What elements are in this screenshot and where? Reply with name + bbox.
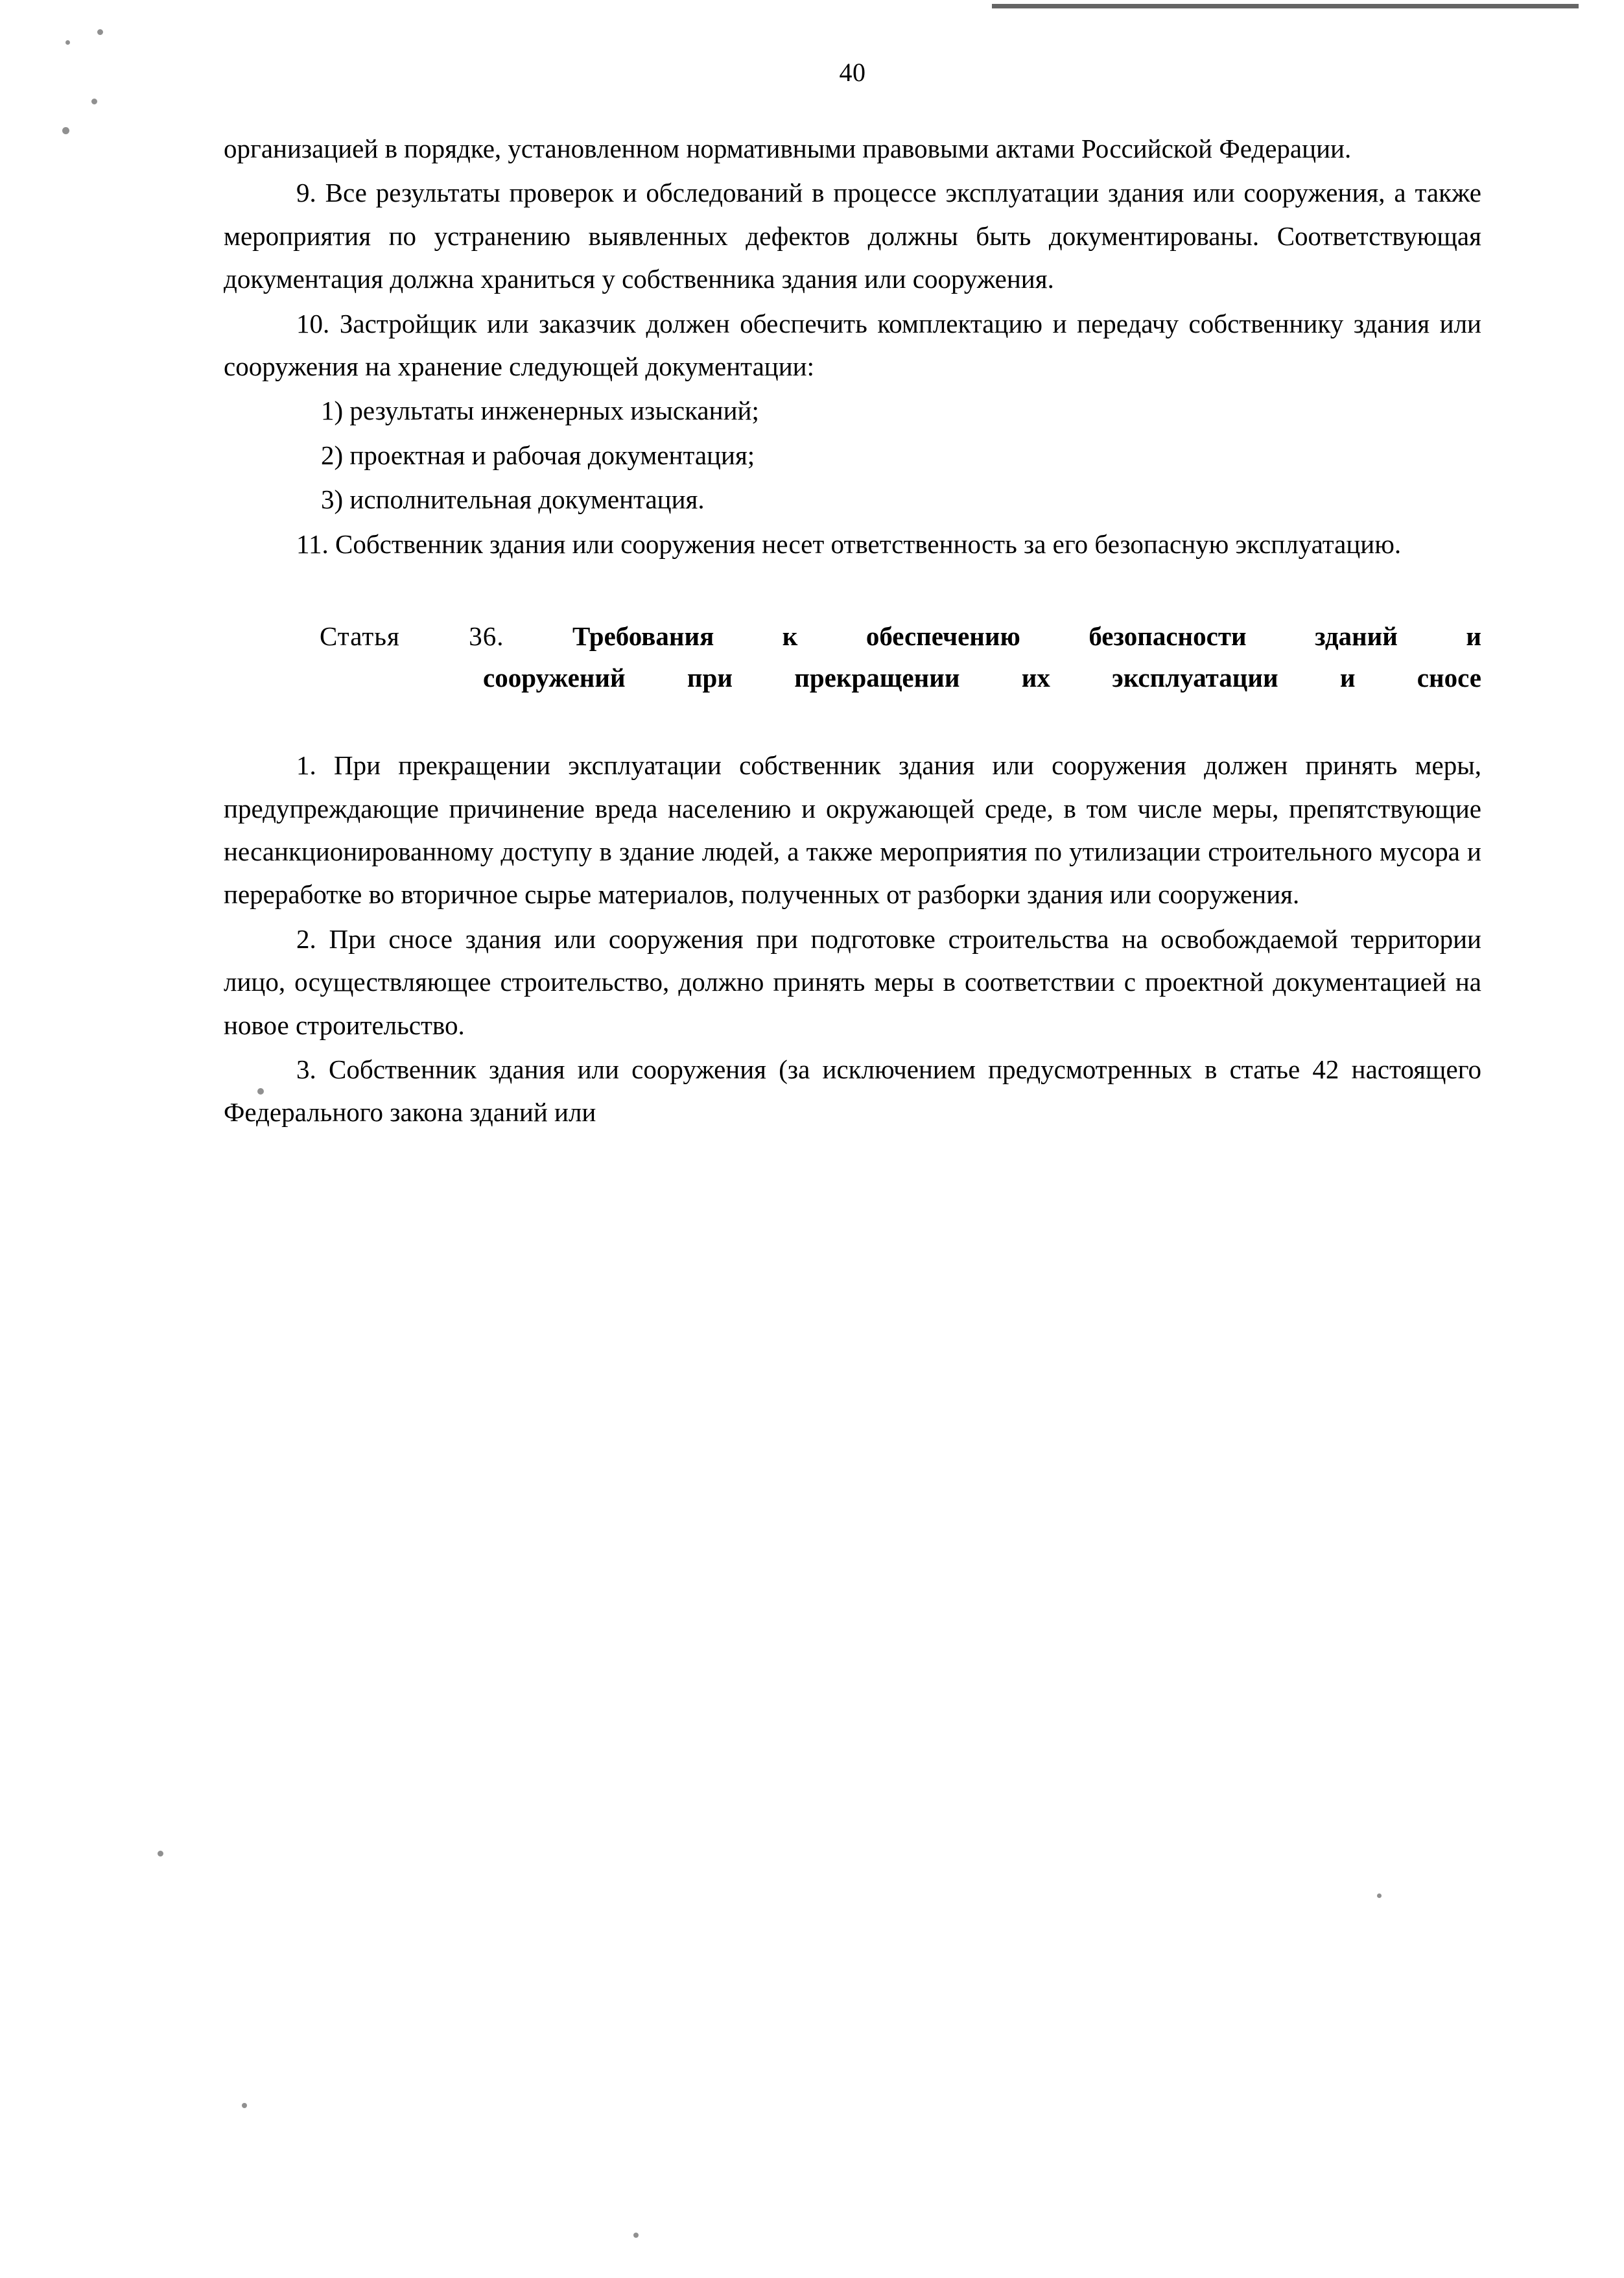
scan-speck	[1377, 1893, 1382, 1898]
scan-speck	[97, 29, 103, 35]
article-heading-line-1	[320, 616, 1481, 658]
paragraph-9: 9. Все результаты проверок и обследований в процессе эксплуатации здания или сооружения, а также мероприятия по устранению выявленных дефектов должны быть документированы. Соответствующая документация должна храниться у собственника здания или сооружения.	[224, 178, 1481, 294]
article-paragraph-1: 1. При прекращении эксплуатации собственник здания или сооружения должен принять меры, предупреждающие причинение вреда населению и окружающей среде, в том числе меры, препятствующие несанкционированному доступу в здание людей, а также мероприятия по утилизации строительного мусора и переработке во вторичное сырье материалов, полученных от разборки здания или сооружения.	[224, 750, 1481, 910]
article-title-part-2: сооружений при прекращении их эксплуатации и сносе	[483, 662, 1481, 693]
article-heading	[224, 616, 1481, 698]
paragraph-11: 11. Собственник здания или сооружения несет ответственность за его безопасную эксплуатацию.	[296, 528, 1402, 559]
scan-speck	[242, 2103, 247, 2108]
page-number: 40	[839, 58, 866, 87]
list-item-1: 1) результаты инженерных изысканий;	[321, 396, 759, 426]
document-body	[224, 57, 1481, 1135]
scan-edge-artifact	[992, 4, 1579, 8]
article-title-part-1: Требования к обеспечению безопасности зданий и	[572, 621, 1481, 652]
paragraph-10: 10. Застройщик или заказчик должен обеспечить комплектацию и передачу собственнику здания или сооружения на хранение следующей документации:	[224, 308, 1481, 382]
article-paragraph-2: 2. При сносе здания или сооружения при подготовке строительства на освобождаемой территории лицо, осуществляющее строительство, должно принять меры в соответствии с проектной документацией на новое строительство.	[224, 923, 1481, 1040]
list-item-3: 3) исполнительная документация.	[321, 484, 705, 515]
scan-speck	[62, 127, 69, 134]
scan-speck	[158, 1851, 163, 1857]
scan-speck	[65, 40, 70, 45]
article-paragraph-3: 3. Собственник здания или сооружения (за исключением предусмотренных в статье 42 настоящего Федерального закона зданий или	[224, 1054, 1481, 1128]
list-item-2: 2) проектная и рабочая документация;	[321, 440, 755, 470]
paragraph-continuation: организацией в порядке, установленном нормативными правовыми актами Российской Федерации.	[224, 134, 1352, 163]
scan-speck	[633, 2233, 639, 2238]
article-label: Статья 36.	[320, 621, 504, 652]
scan-speck	[91, 99, 97, 104]
